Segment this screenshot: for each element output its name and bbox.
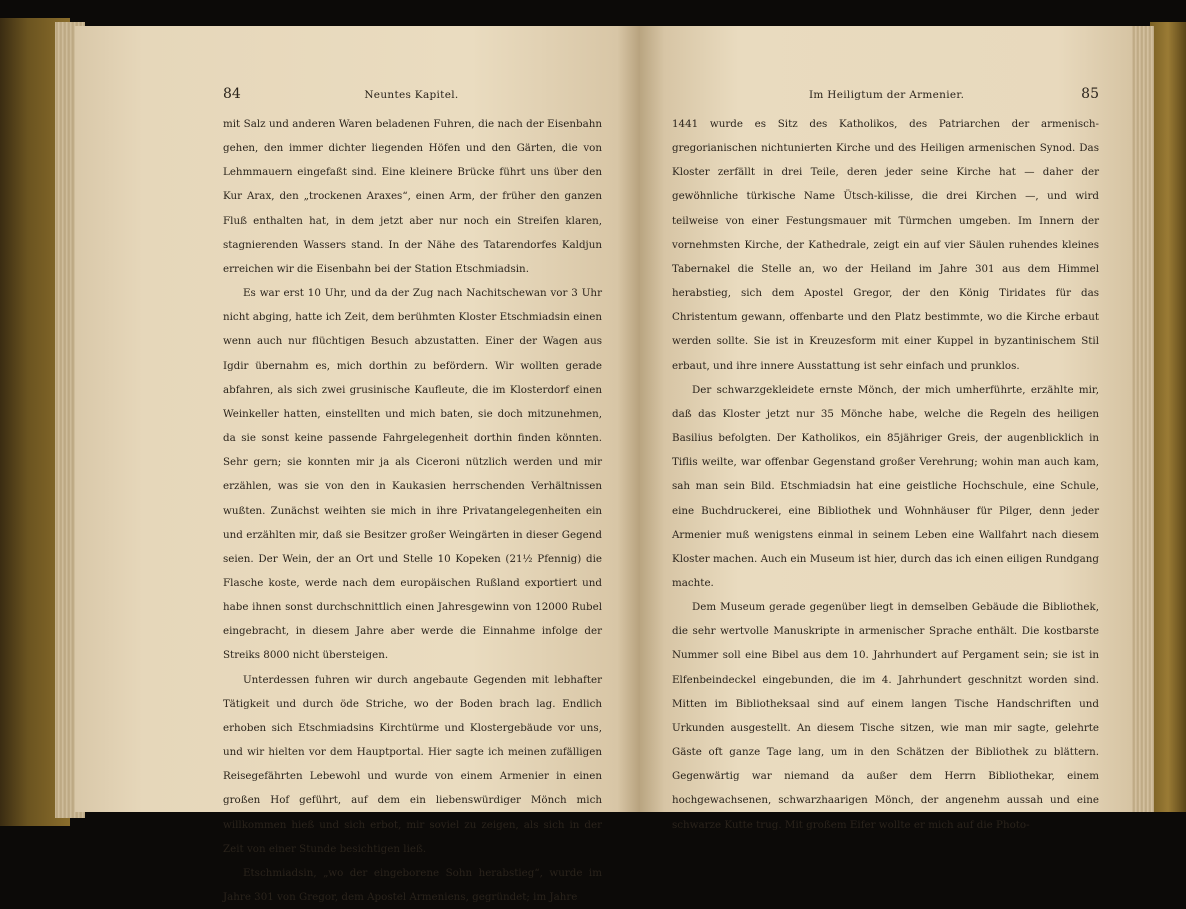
paragraph: 1441 wurde es Sitz des Katholikos, des Patriarchen der armenisch-gregorianischen nichtunierten Kirche und des Heiligen armenischen Synod. Das Kloster zerfällt in drei Teile, deren jeder seine Kirche hat — daher der gewöhnliche türkische Name Ütsch-kilisse, die drei Kirchen —, und wird teilweise von einer Festungsmauer mit Türmchen umgeben. Im Innern der vornehmsten Kirche, der Kathedrale, zeigt ein auf vier Säulen ruhendes kleines Tabernakel die Stelle an, wo der Heiland im Jahre 301 aus dem Himmel herabstieg, sich dem Apostel Gregor, der den König Tiridates für das Christentum gewann, offenbarte und den Platz bestimmte, wo die Kirche erbaut werden sollte. Sie ist in Kreuzesform mit einer Kuppel in byzantinischem Stil erbaut, und ihre innere Ausstattung ist sehr einfach und prunklos. xyxy=(672,118,1099,372)
paragraph: Etschmiadsin, „wo der eingeborene Sohn herabstieg“, wurde im Jahre 301 von Gregor, dem Apostel Armeniens, gegründet; im Jahre xyxy=(223,866,602,903)
left-page xyxy=(75,26,640,903)
left-page-body xyxy=(223,112,602,909)
running-title-left: Neuntes Kapitel. xyxy=(364,89,459,101)
paragraph: mit Salz und anderen Waren beladenen Fuhren, die nach der Eisenbahn gehen, den immer dichter liegenden Höfen und den Gärten, die von Lehmmauern eingefaßt sind. Eine kleinere Brücke führt uns über den Kur Arax, den „trockenen Araxes“, einen Arm, der früher den ganzen Fluß enthalten hat, in dem jetzt aber nur noch ein Streifen klaren, stagnierenden Wassers stand. In der Nähe des Tatarendorfes Kaldjun erreichen wir die Eisenbahn bei der Station Etschmiadsin. xyxy=(223,118,602,275)
running-title-right: Im Heiligtum der Armenier. xyxy=(808,89,965,101)
paragraph: Der schwarzgekleidete ernste Mönch, der mich umherführte, erzählte mir, daß das Kloster jetzt nur 35 Mönche habe, welche die Regeln des heiligen Basilius befolgten. Der Katholikos, ein 85jähriger Greis, der augenblicklich in Tiflis weilte, war offenbar Gegenstand großer Verehrung; wohin man auch kam, sah man sein Bild. Etschmiadsin hat eine geistliche Hochschule, eine Schule, eine Buchdruckerei, eine Bibliothek und Wohnhäuser für Pilger, denn jeder Armenier muß wenigstens einmal in seinem Leben eine Wallfahrt nach diesem Kloster machen. Auch ein Museum ist hier, durch das ich einen eiligen Rundgang machte. xyxy=(672,383,1099,589)
right-page-body xyxy=(672,112,1099,837)
page-number-left: 84 xyxy=(223,86,241,102)
paragraph: Es war erst 10 Uhr, und da der Zug nach Nachitschewan vor 3 Uhr nicht abging, hatte ich Zeit, dem berühmten Kloster Etschmiadsin einen wenn auch nur flüchtigen Besuch abzustatten. Einer der Wagen aus Igdir übernahm es, mich dorthin zu befördern. Wir wollten gerade abfahren, als sich zwei grusinische Kaufleute, die im Klosterdorf einen Weinkeller hatten, einstellten und mich baten, sie doch mitzunehmen, da sie sonst keine passende Fahrgelegenheit dorthin finden könnten. Sehr gern; sie konnten mir ja als Ciceroni nützlich werden und mir erzählen, was sie von den in Kaukasien herrschenden Verhältnissen wußten. Zunächst weihten sie mich in ihre Privatangelegenheiten ein und erzählten mir, daß sie Besitzer großer Weingärten in dieser Gegend seien. Der Wein, der an Ort und Stelle 10 Kopeken (21½ Pfennig) die Flasche koste, werde nach dem europäischen Rußland exportiert und habe ihnen sonst durchschnittlich einen Jahresgewinn von 12000 Rubel eingebracht, in diesem Jahre aber werde die Einnahme infolge der Streiks 8000 nicht übersteigen. xyxy=(223,287,602,662)
paragraph: Dem Museum gerade gegenüber liegt in demselben Gebäude die Bibliothek, die sehr wertvolle Manuskripte in armenischer Sprache enthält. Die kostbarste Nummer soll eine Bibel aus dem 10. Jahrhundert auf Pergament sein; sie ist in Elfenbeindeckel eingebunden, die im 4. Jahrhundert geschnitzt worden sind. Mitten im Bibliotheksaal sind auf einem langen Tische Handschriften und Urkunden ausgestellt. An diesem Tische sitzen, wie man mir sagte, gelehrte Gäste oft ganze Tage lang, um in den Schätzen der Bibliothek zu blättern. Gegenwärtig war niemand da außer dem Herrn Bibliothekar, einem hochgewachsenen, schwarzhaarigen Mönch, der angenehm aussah und eine schwarze Kutte trug. Mit großem Eifer wollte er mich auf die Photo- xyxy=(672,601,1099,831)
right-page-header xyxy=(672,86,1099,112)
left-page-header xyxy=(223,86,602,112)
right-page xyxy=(640,26,1132,831)
page-number-right: 85 xyxy=(1081,86,1099,102)
paragraph: Unterdessen fuhren wir durch angebaute Gegenden mit lebhafter Tätigkeit und durch öde Striche, wo der Boden brach lag. Endlich erhoben sich Etschmiadsins Kirchtürme und Klostergebäude vor uns, und wir hielten vor dem Hauptportal. Hier sagte ich meinen zufälligen Reisegefährten Lebewohl und wurde von einem Armenier in einen großen Hof geführt, auf dem ein liebenswürdiger Mönch mich willkommen hieß und sich erbot, mir soviel zu zeigen, als sich in der Zeit von einer Stunde besichtigen ließ. xyxy=(223,673,602,855)
book-cover-right xyxy=(1150,22,1186,812)
